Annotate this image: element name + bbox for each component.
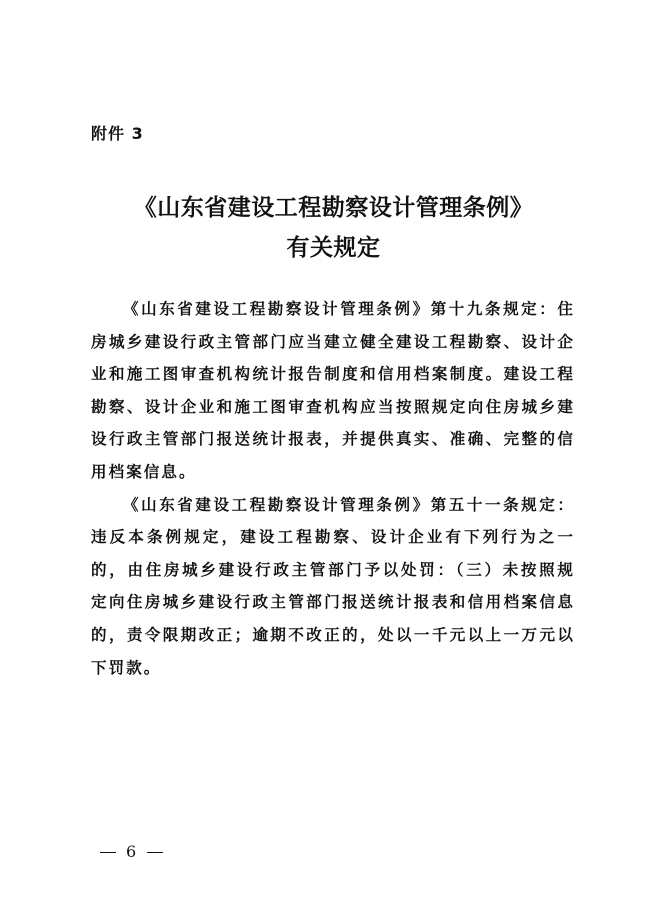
document-subtitle: 有关规定: [286, 235, 381, 261]
page-number-dash-left: [100, 852, 116, 854]
paragraph-article-19: 《山东省建设工程勘察设计管理条例》第十九条规定：住房城乡建设行政主管部门应当建立健全建设工程勘察、设计企业和施工图审查机构统计报告制度和信用档案制度。建设工程勘察、设计企业和施工图审查机构应当按照规定向住房城乡建设行政主管部门报送统计报表，并提供真实、准确、完整的信用档案信息。: [91, 300, 575, 481]
paragraph-article-51: 《山东省建设工程勘察设计管理条例》第五十一条规定：违反本条例规定，建设工程勘察、设计企业有下列行为之一的，由住房城乡建设行政主管部门予以处罚：（三）未按照规定向住房城乡建设行政主管部门报送统计报表和信用档案信息的，责令限期改正；逾期不改正的，处以一千元以上一万元以下罚款。: [91, 495, 575, 677]
page-number: [100, 842, 163, 861]
page-number-value: 6: [126, 842, 138, 861]
document-body: [91, 293, 575, 684]
document-title: 《山东省建设工程勘察设计管理条例》: [133, 195, 534, 221]
attachment-label: 附件 3: [91, 124, 144, 143]
page-number-dash-right: [147, 852, 163, 854]
